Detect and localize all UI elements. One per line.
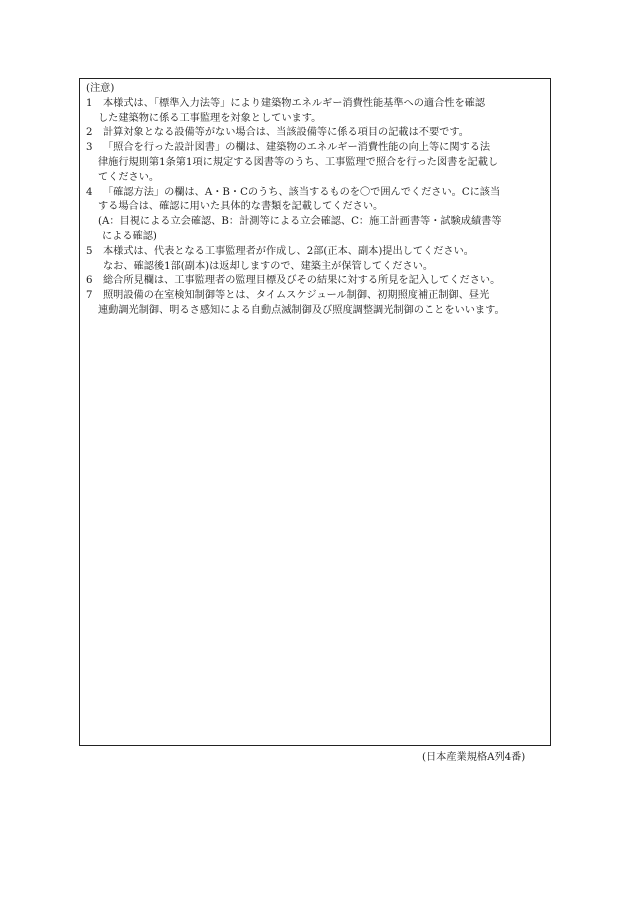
note-7 <box>86 289 544 319</box>
notes-frame <box>79 78 551 746</box>
note-3 <box>86 141 544 185</box>
note-line: 本様式は、「標準入力法等」により建築物エネルギー消費性能基準への適合性を確認 <box>103 97 486 109</box>
note-line: なお、確認後1部(副本)は返却しますので、建築主が保管してください。 <box>103 260 434 272</box>
note-number: 3 <box>86 142 93 154</box>
note-line: 総合所見欄は、工事監理者の監理目標及びその結果に対する所見を記入してください。 <box>103 275 501 287</box>
notes-heading: (注意) <box>86 83 115 94</box>
note-number: 6 <box>86 275 93 287</box>
note-line: 計算対象となる設備等がない場合は、当該設備等に係る項目の記載は不要です。 <box>103 127 469 139</box>
note-4 <box>86 186 544 245</box>
note-6 <box>86 274 544 289</box>
note-number: 7 <box>86 290 93 302</box>
note-line: 律施行規則第1条第1項に規定する図書等のうち、工事監理で照合を行った図書を記載し <box>98 156 499 168</box>
note-line: する場合は、確認に用いた具体的な書類を記載してください。 <box>98 201 384 213</box>
note-2 <box>86 126 544 141</box>
note-line: による確認) <box>102 230 157 242</box>
note-line: 「照合を行った設計図書」の欄は、建築物のエネルギー消費性能の向上等に関する法 <box>103 142 491 154</box>
paper-size-note: (日本産業規格A列4番) <box>422 752 526 763</box>
note-line: した建築物に係る工事監理を対象としています。 <box>98 112 322 124</box>
note-line: てください。 <box>98 171 160 183</box>
note-line: 連動調光制御、明るさ感知による自動点滅制御及び照度調整調光制御のことをいいます。 <box>98 304 505 316</box>
note-number: 1 <box>86 97 93 109</box>
note-line: 照明設備の在室検知制御等とは、タイムスケジュール制御、初期照度補正制御、昼光 <box>103 290 490 302</box>
note-number: 4 <box>86 186 93 198</box>
note-line: 「確認方法」の欄は、A・B・Cのうち、該当するものを〇で囲んでください。Cに該当 <box>103 186 501 198</box>
note-line: (A：目視による立会確認、B：計測等による立会確認、C：施工計画書等・試験成績書等 <box>98 216 502 228</box>
note-1 <box>86 97 544 127</box>
note-5 <box>86 245 544 275</box>
note-line: 本様式は、代表となる工事監理者が作成し、2部(正本、副本)提出してください。 <box>103 245 474 257</box>
note-number: 5 <box>86 245 93 257</box>
note-number: 2 <box>86 127 93 139</box>
